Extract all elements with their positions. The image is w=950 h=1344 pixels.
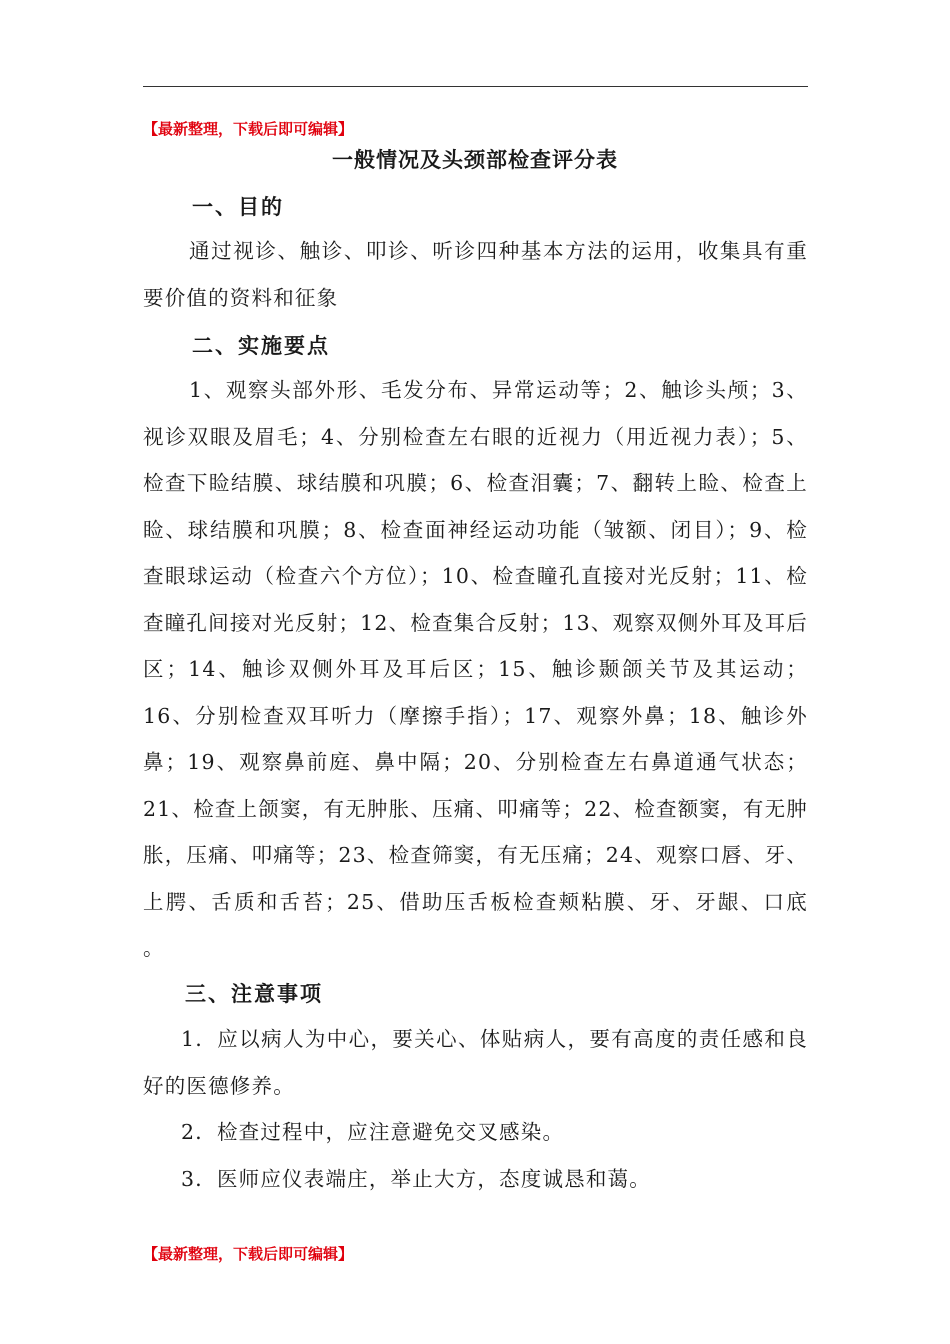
section-heading-notes: 三、注意事项 — [185, 981, 323, 1006]
list-item: 1．应以病人为中心，要关心、体贴病人，要有高度的责任感和良好的医德修养。 — [143, 1027, 808, 1098]
bottom-banner: 【最新整理，下载后即可编辑】 — [143, 1245, 354, 1263]
section-body-purpose: 通过视诊、触诊、叩诊、听诊四种基本方法的运用，收集具有重要价值的资料和征象 — [143, 239, 808, 310]
section-heading-purpose: 一、目的 — [192, 194, 284, 219]
header-rule — [143, 86, 808, 87]
top-banner: 【最新整理，下载后即可编辑】 — [143, 120, 354, 138]
document-title: 一般情况及头颈部检查评分表 — [332, 147, 618, 172]
list-item: 2．检查过程中，应注意避免交叉感染。 — [181, 1120, 565, 1144]
section-body-key-points: 1、观察头部外形、毛发分布、异常运动等；2、触诊头颅；3、视诊双眼及眉毛；4、分别检查左右眼的近视力（用近视力表）；5、检查下睑结膜、球结膜和巩膜；6、检查泪囊；7、翻转上睑、检查上睑、球结膜和巩膜；8、检查面神经运动功能（皱额、闭目）；9、检查眼球运动（检查六个方位）；10、检查瞳孔直接对光反射；11、检查瞳孔间接对光反射；12、检查集合反射；13、观察双侧外耳及耳后区；14、触诊双侧外耳及耳后区；15、触诊颞颌关节及其运动；16、分别检查双耳听力（摩擦手指）；17、观察外鼻；18、触诊外鼻；19、观察鼻前庭、鼻中隔；20、分别检查左右鼻道通气状态；21、检查上颌窦，有无肿胀、压痛、叩痛等；22、检查额窦，有无肿胀，压痛、叩痛等；23、检查筛窦，有无压痛；24、观察口唇、牙、上腭、舌质和舌苔；25、借助压舌板检查颊粘膜、牙、牙龈、口底 。 — [143, 378, 808, 960]
notes-list — [143, 1016, 808, 1202]
section-heading-key-points: 二、实施要点 — [192, 333, 330, 358]
list-item: 3．医师应仪表端庄，举止大方，态度诚恳和蔼。 — [181, 1166, 651, 1191]
